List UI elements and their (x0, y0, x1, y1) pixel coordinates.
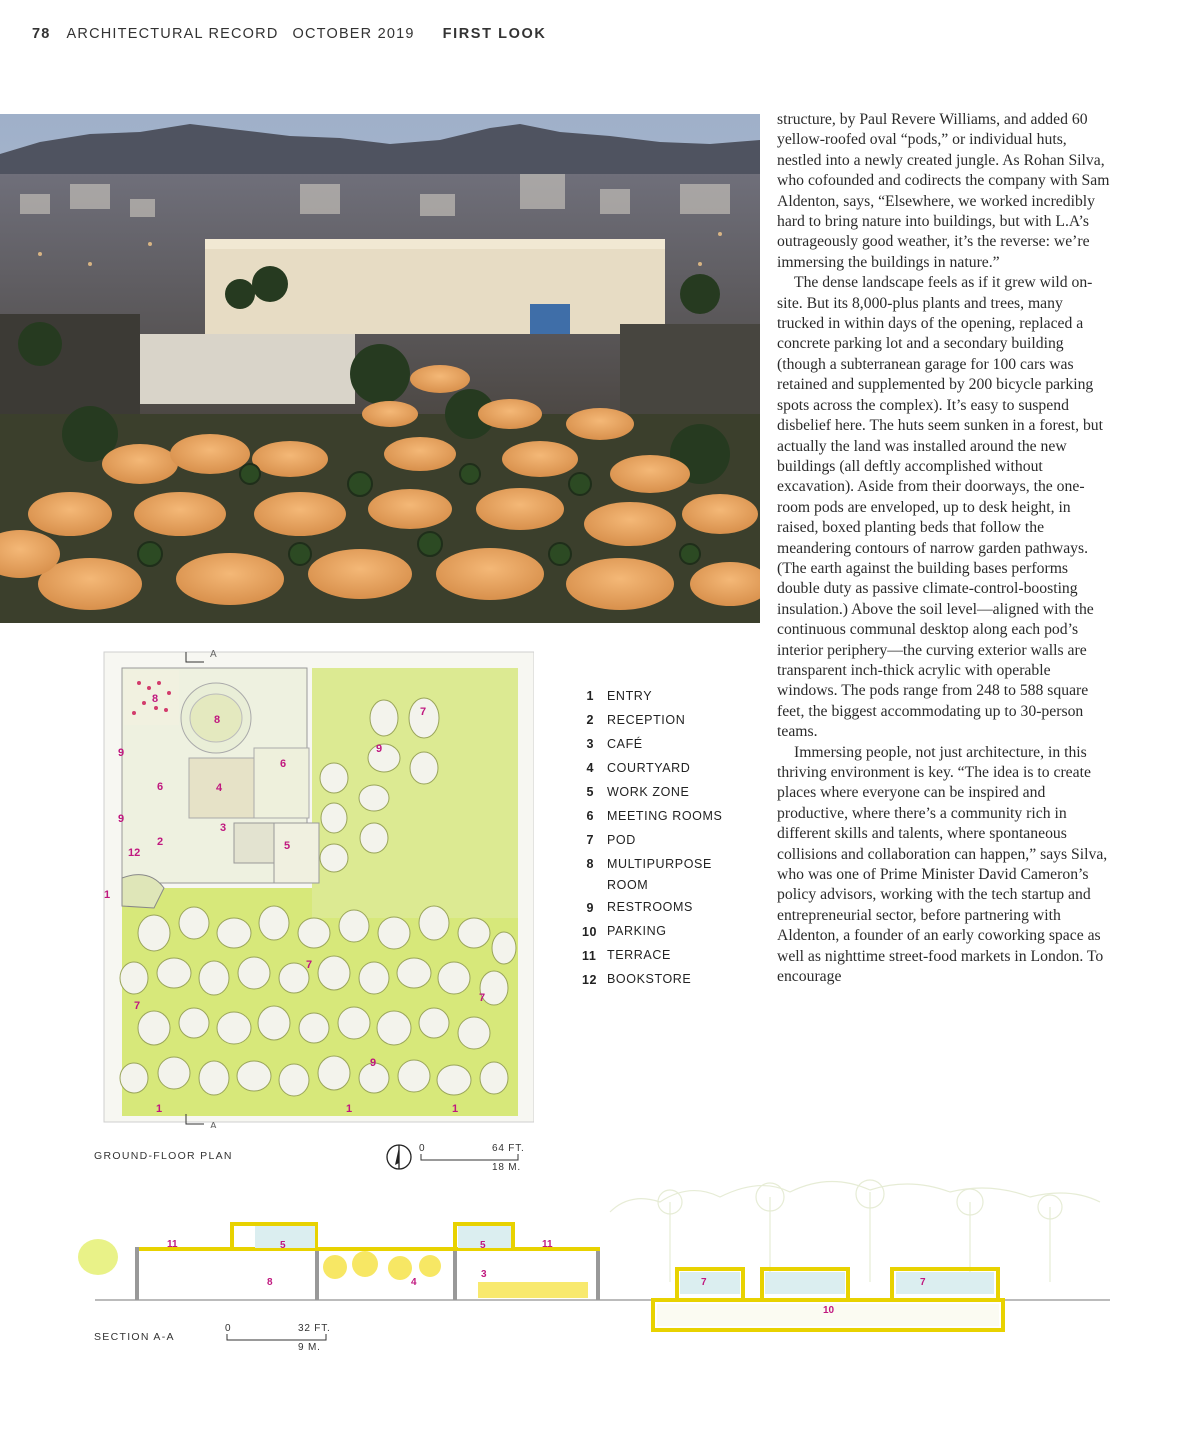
legend-item (582, 968, 747, 992)
article-paragraph: Immersing people, not just architecture, in this thriving environment is key. “The idea is to create places where everyone can be inspired and productive, where there’s a community rich in different skills and talents, where spontaneous collisions and collaboration can happen,” says Silva, who was one of Prime Minister David Cameron’s policy advisors, working with the tech startup and entrepreneurial sector, before partnering with Aldenton, a founder of an early coworking space as well as nighttime street-food markets in London. To encourage (777, 743, 1108, 986)
section-marker-bottom: A (210, 1121, 217, 1128)
legend-label: COURTYARD (607, 760, 691, 775)
plan-label: 7 (479, 992, 486, 1004)
section-label: 4 (411, 1277, 417, 1288)
plan-label: 2 (157, 836, 164, 848)
legend-label: TERRACE (607, 948, 671, 962)
legend-label: WORK ZONE (607, 784, 690, 799)
section-caption: SECTION A-A (94, 1331, 175, 1343)
section-label: 5 (280, 1240, 286, 1251)
section-label: 8 (267, 1277, 273, 1288)
plan-legend (582, 684, 747, 992)
section-label: 10 (823, 1305, 835, 1316)
section-label: 7 (701, 1277, 707, 1288)
plan-label: 8 (214, 714, 221, 726)
section-label: 7 (920, 1277, 926, 1288)
legend-label: CAFÉ (607, 736, 643, 751)
legend-label: MULTIPURPOSE ROOM (607, 856, 712, 892)
legend-number: 5 (586, 785, 594, 799)
section-scale-feet: 32 FT. (298, 1323, 331, 1334)
plan-scale-meters: 18 M. (492, 1162, 522, 1173)
section-label: 5 (480, 1240, 486, 1251)
north-arrow-icon (385, 1143, 415, 1173)
magazine-title: ARCHITECTURAL RECORD (66, 26, 279, 42)
legend-number: 6 (586, 809, 594, 823)
plan-caption: GROUND-FLOOR PLAN (94, 1150, 233, 1162)
plan-label: 5 (284, 840, 291, 852)
section-label: 11 (167, 1239, 178, 1250)
legend-number: 3 (586, 737, 594, 751)
legend-item (582, 896, 747, 920)
section-scale-bar (226, 1334, 336, 1342)
section-label: 3 (481, 1269, 487, 1280)
running-header (32, 26, 560, 42)
plan-label: 9 (118, 747, 125, 759)
legend-label: PARKING (607, 924, 667, 938)
section-drawing (70, 1172, 1120, 1342)
plan-label: 9 (118, 813, 125, 825)
plan-label: 1 (346, 1103, 353, 1115)
legend-item (582, 732, 747, 756)
plan-label: 6 (280, 758, 287, 770)
legend-item (582, 684, 747, 708)
legend-item (582, 756, 747, 780)
plan-label: 9 (370, 1057, 377, 1069)
legend-item (582, 780, 747, 804)
article-paragraph: structure, by Paul Revere Williams, and added 60 yellow-roofed oval “pods,” or individual huts, nestled into a newly created jungle. As Rohan Silva, who cofounded and codirects the company with Sam Aldenton, says, “Elsewhere, we worked incredibly hard to bring nature into buildings, but with L.A’s outrageously good weather, it’s the reverse: we’re immersing the buildings in nature.” (777, 111, 1110, 271)
legend-item (582, 708, 747, 732)
article-column (777, 110, 1113, 987)
legend-item (582, 852, 747, 896)
section-label: 11 (542, 1239, 553, 1250)
section-title: FIRST LOOK (442, 26, 547, 42)
plan-label: 6 (157, 781, 164, 793)
legend-label: RECEPTION (607, 712, 686, 727)
article-paragraph: The dense landscape feels as if it grew wild on-site. But its 8,000-plus plants and trees, many trucked in within days of the opening, replaced a concrete parking lot and a secondary building (though a subterranean garage for 100 cars was retained and supplemented by 200 bicycle parking spots across the complex). It’s easy to suspend disbelief here. The huts seem sunken in a forest, but actually the land was installed around the new buildings (all deftly accomplished without excavation). Aside from their doorways, the one-room pods are enveloped, up to desk height, in raised, boxed planting beds that follow the meandering contours of narrow garden pathways. (The earth against the building bases performs double duty as passive climate-control-boosting insulation.) Above the soil level—aligned with the continuous communal desktop along each pod’s interior periphery—the curving exterior walls are transparent inch-thick acrylic with operable windows. The pods range from 248 to 588 square feet, the biggest accommodating up to 30-person teams. (777, 274, 1104, 741)
plan-label: 7 (420, 706, 427, 718)
section-marker-top: A (210, 649, 217, 660)
legend-number: 7 (586, 833, 594, 847)
plan-scale-zero: 0 (419, 1143, 426, 1154)
legend-number: 11 (582, 948, 597, 963)
legend-item (582, 920, 747, 944)
plan-label: 3 (220, 822, 227, 834)
section-scale-meters: 9 M. (298, 1342, 321, 1353)
legend-item (582, 804, 747, 828)
plan-label: 4 (216, 782, 223, 794)
legend-number: 10 (582, 924, 598, 939)
legend-item (582, 828, 747, 852)
plan-label: 12 (128, 847, 141, 859)
legend-number: 9 (586, 900, 594, 915)
legend-number: 4 (586, 761, 594, 775)
legend-number: 8 (586, 857, 594, 871)
legend-label: RESTROOMS (607, 900, 693, 914)
legend-number: 12 (582, 972, 598, 987)
plan-label: 7 (134, 1000, 141, 1012)
legend-label: ENTRY (607, 688, 653, 703)
plan-scale-bar (420, 1154, 530, 1162)
legend-number: 1 (586, 689, 594, 703)
plan-label: 1 (452, 1103, 459, 1115)
legend-label: POD (607, 832, 636, 847)
plan-label: 7 (306, 959, 313, 971)
legend-number: 2 (586, 713, 594, 727)
ground-floor-plan (94, 648, 534, 1128)
aerial-photo (0, 114, 760, 623)
issue-date: OCTOBER 2019 (292, 26, 415, 42)
page-number: 78 (32, 26, 51, 42)
legend-label: MEETING ROOMS (607, 808, 723, 823)
plan-label: 1 (156, 1103, 163, 1115)
plan-label: 1 (104, 889, 111, 901)
plan-label: 9 (376, 743, 383, 755)
legend-label: BOOKSTORE (607, 972, 692, 986)
legend-item (582, 944, 747, 968)
plan-label: 8 (152, 693, 159, 705)
section-scale-zero: 0 (225, 1323, 232, 1334)
plan-scale-feet: 64 FT. (492, 1143, 525, 1154)
